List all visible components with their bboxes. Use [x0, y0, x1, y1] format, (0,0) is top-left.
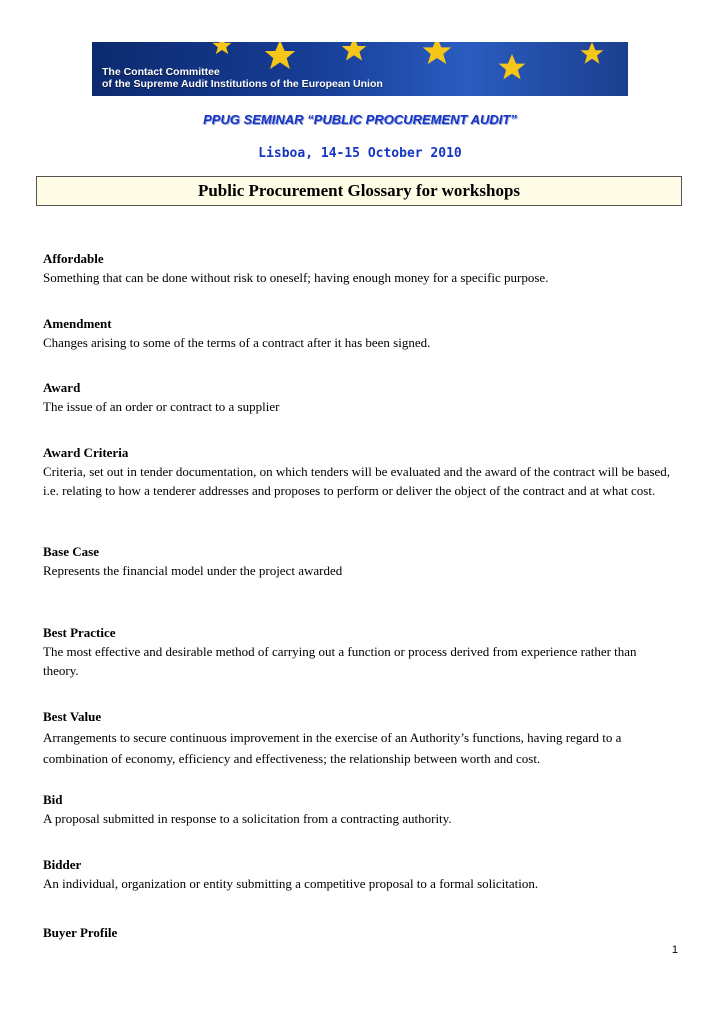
glossary-term: Base Case: [43, 544, 99, 559]
glossary-term: Award Criteria: [43, 445, 129, 460]
glossary-term: Bidder: [43, 857, 82, 872]
glossary-entry: [43, 249, 673, 287]
glossary-term: Amendment: [43, 316, 112, 331]
glossary-term: Award: [43, 380, 81, 395]
glossary-entry: [43, 314, 673, 352]
banner-line-1: The Contact Committee: [102, 66, 220, 78]
star-icon: [342, 42, 367, 61]
banner-caption: [102, 66, 383, 90]
glossary-entry: [43, 378, 673, 416]
star-icon: [213, 42, 232, 54]
page-number: 1: [671, 944, 678, 956]
location-date: Lisboa, 14-15 October 2010: [258, 146, 462, 161]
star-icon: [499, 54, 526, 79]
glossary-term: Best Value: [43, 709, 102, 724]
star-icon: [581, 42, 604, 64]
eu-banner: [92, 42, 628, 96]
glossary-entry: [43, 443, 673, 500]
glossary-definition: Criteria, set out in tender documentation, on which tenders will be evaluated and the award of the contract will be based, i.e. relating to how a tenderer addresses and proposes to perform or deliver the object of the contract and at what cost.: [43, 464, 671, 498]
glossary-term: Best Practice: [43, 625, 116, 640]
star-icon: [423, 42, 452, 64]
glossary-term: Buyer Profile: [43, 925, 118, 940]
glossary-definition: Changes arising to some of the terms of a contract after it has been signed.: [43, 335, 431, 350]
glossary-entry: [43, 706, 673, 769]
glossary-entry: [43, 790, 673, 828]
page-title: Public Procurement Glossary for workshops: [36, 176, 682, 206]
glossary-definition: Arrangements to secure continuous improvement in the exercise of an Authority’s functions, having regard to a combination of economy, efficiency and effectiveness; the relationship between worth and cost.: [43, 730, 622, 766]
glossary-term: Affordable: [43, 251, 104, 266]
glossary-definition: Something that can be done without risk to oneself; having enough money for a specific purpose.: [43, 270, 549, 285]
glossary-definition: A proposal submitted in response to a solicitation from a contracting authority.: [43, 811, 452, 826]
glossary-entry: [43, 855, 673, 893]
glossary-definition: The most effective and desirable method of carrying out a function or process derived from experience rather than theory.: [43, 644, 637, 678]
glossary-definition: An individual, organization or entity submitting a competitive proposal to a formal solicitation.: [43, 876, 539, 891]
seminar-title: PPUG SEMINAR “PUBLIC PROCUREMENT AUDIT”: [203, 112, 517, 127]
glossary-entry: [43, 623, 673, 680]
banner-line-2: of the Supreme Audit Institutions of the European Union: [102, 78, 383, 90]
glossary-definition: The issue of an order or contract to a supplier: [43, 399, 280, 414]
glossary-term: Bid: [43, 792, 63, 807]
glossary-entry: [43, 923, 673, 942]
star-icon: [265, 42, 295, 69]
glossary-entry: [43, 542, 673, 580]
glossary-definition: Represents the financial model under the project awarded: [43, 563, 343, 578]
